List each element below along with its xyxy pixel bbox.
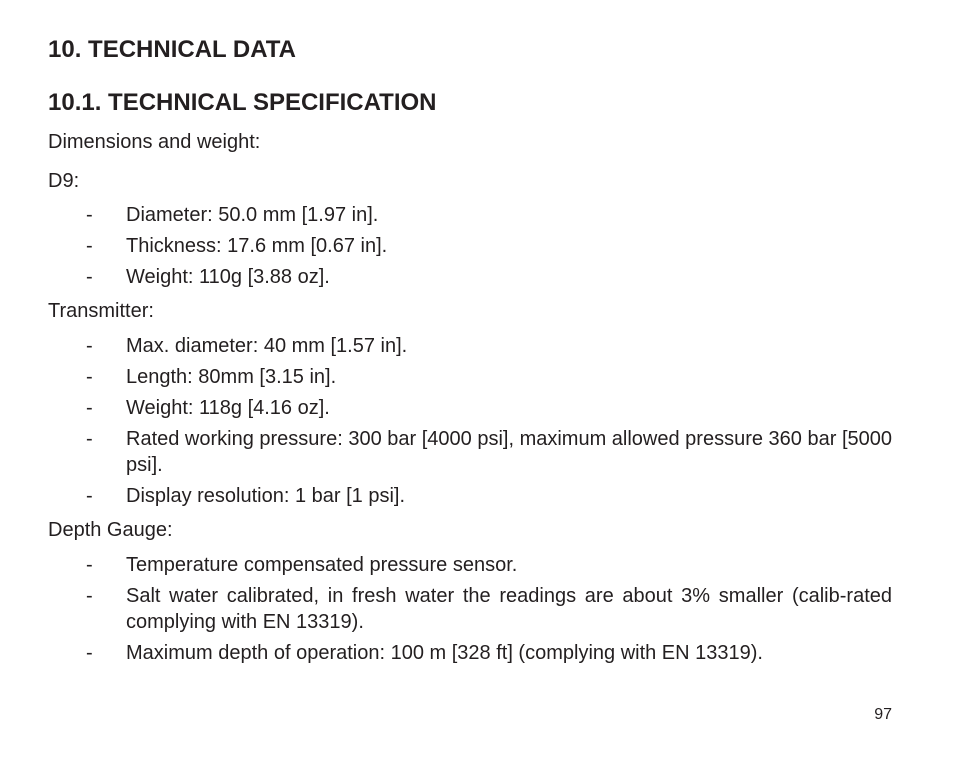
bullet-dash: - xyxy=(86,554,93,576)
intro-text: Dimensions and weight: xyxy=(48,131,261,153)
bullet-dash: - xyxy=(86,485,93,507)
list-item-text: Weight: 110g [3.88 oz]. xyxy=(126,266,330,288)
bullet-dash: - xyxy=(86,397,93,419)
group-label-transmitter: Transmitter: xyxy=(48,300,154,322)
bullet-dash: - xyxy=(86,642,93,664)
list-item-text: Rated working pressure: 300 bar [4000 psi], maximum allowed pressure 360 bar [5000 psi]. xyxy=(126,428,892,476)
list-item-text: Weight: 118g [4.16 oz]. xyxy=(126,397,330,419)
bullet-dash: - xyxy=(86,204,93,226)
section-title: 10. TECHNICAL DATA xyxy=(48,36,297,63)
list-item-text: Maximum depth of operation: 100 m [328 ft] (complying with EN 13319). xyxy=(126,642,763,664)
list-item-text: Salt water calibrated, in fresh water the readings are about 3% smaller (calib-rated complying with EN 13319). xyxy=(126,585,892,633)
bullet-dash: - xyxy=(86,266,93,288)
bullet-dash: - xyxy=(86,235,93,257)
bullet-dash: - xyxy=(86,428,93,450)
list-item-text: Display resolution: 1 bar [1 psi]. xyxy=(126,485,406,507)
list-item-text: Thickness: 17.6 mm [0.67 in]. xyxy=(126,235,388,257)
bullet-dash: - xyxy=(86,585,93,607)
list-item-text: Length: 80mm [3.15 in]. xyxy=(126,366,337,388)
list-item-text: Temperature compensated pressure sensor. xyxy=(126,554,518,576)
list-item-text: Diameter: 50.0 mm [1.97 in]. xyxy=(126,204,379,226)
list-item-text: Max. diameter: 40 mm [1.57 in]. xyxy=(126,335,408,357)
page-number: 97 xyxy=(874,706,892,723)
bullet-dash: - xyxy=(86,335,93,357)
bullet-dash: - xyxy=(86,366,93,388)
subsection-title: 10.1. TECHNICAL SPECIFICATION xyxy=(48,89,437,116)
group-label-depth-gauge: Depth Gauge: xyxy=(48,519,173,541)
group-label-d9: D9: xyxy=(48,170,80,192)
